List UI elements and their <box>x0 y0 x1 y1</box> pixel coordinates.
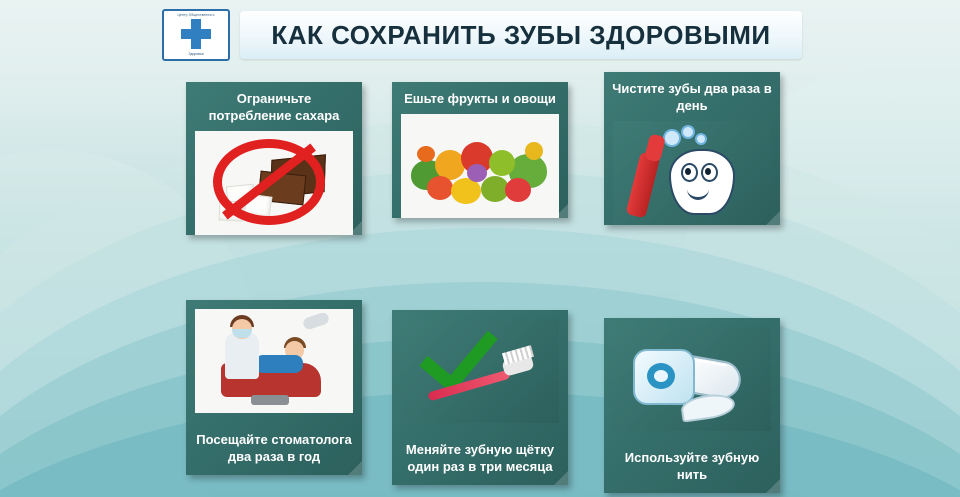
card-label: Ограничьте потребление сахара <box>208 91 340 123</box>
card-panel <box>604 318 780 493</box>
title-banner <box>240 11 802 59</box>
logo-bottom-text: Здоровья <box>188 52 204 57</box>
organization-logo <box>162 9 230 61</box>
dentist-chair-icon <box>195 309 353 413</box>
check-toothbrush-icon <box>401 319 559 423</box>
tip-card-change-brush <box>392 310 568 485</box>
dental-floss-icon <box>613 327 771 431</box>
tip-card-limit-sugar <box>186 82 362 244</box>
card-panel <box>392 310 568 485</box>
fruits-vegetables-icon <box>401 114 559 218</box>
no-sugar-icon <box>195 131 353 235</box>
logo-top-text: Центр Общественного <box>177 13 215 18</box>
poster-header <box>162 8 802 62</box>
card-label: Чистите зубы два раза в день <box>612 81 772 113</box>
card-panel <box>392 82 568 218</box>
card-label: Используйте зубную нить <box>624 450 760 482</box>
tip-card-eat-fruits <box>392 82 568 227</box>
tip-card-use-floss <box>604 318 780 493</box>
page-title: КАК СОХРАНИТЬ ЗУБЫ ЗДОРОВЫМИ <box>271 19 771 50</box>
card-label: Посещайте стоматолога два раза в год <box>196 432 352 464</box>
tip-card-brush-twice <box>604 72 780 234</box>
card-label: Ешьте фрукты и овощи <box>404 91 556 106</box>
medical-cross-icon <box>173 17 219 51</box>
card-panel <box>604 72 780 225</box>
card-panel <box>186 82 362 235</box>
card-panel <box>186 300 362 475</box>
card-label: Меняйте зубную щётку один раз в три месяца <box>405 442 555 474</box>
tip-card-visit-dentist <box>186 300 362 475</box>
tooth-toothbrush-icon <box>613 121 771 225</box>
